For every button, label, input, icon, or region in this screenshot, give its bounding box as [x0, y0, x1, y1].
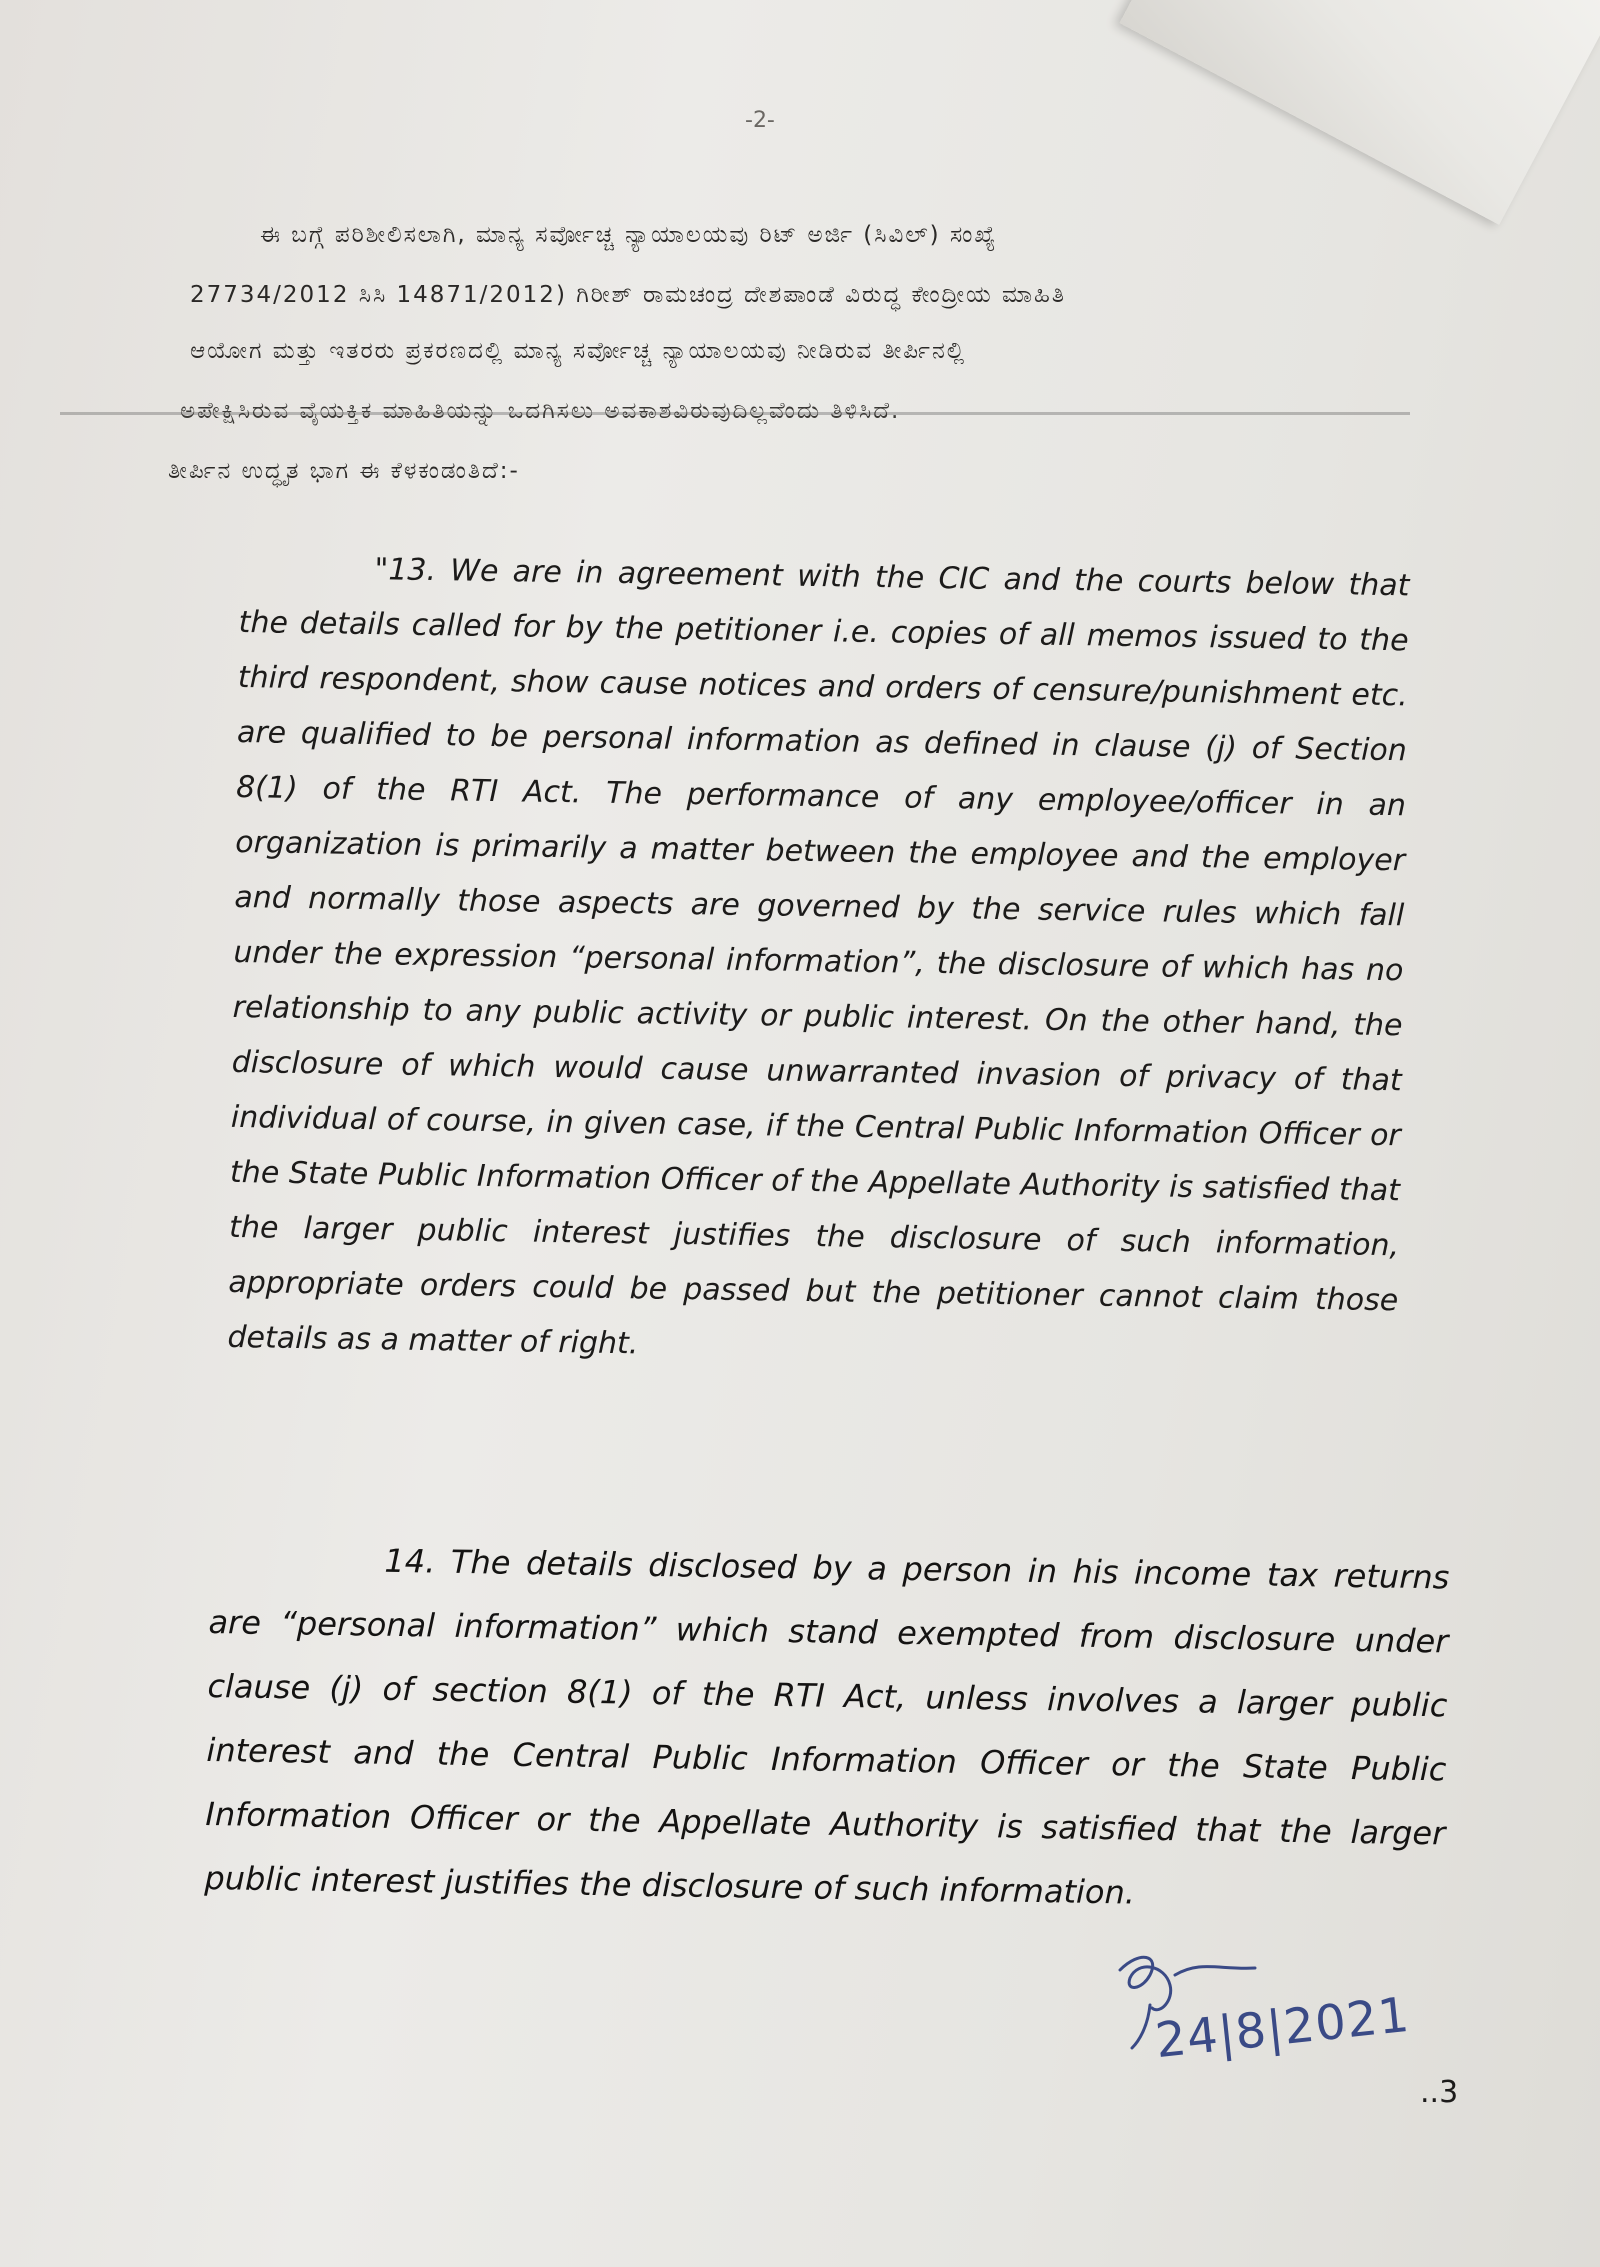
kannada-line-3: ಆಯೋಗ ಮತ್ತು ಇತರರು ಪ್ರಕರಣದಲ್ಲಿ ಮಾನ್ಯ ಸರ್ವೋಚ್ಚ ನ್ಯಾಯಾಲಯವು ನೀಡಿರುವ ತೀರ್ಪಿನಲ್ಲಿ [190, 338, 967, 364]
paragraph-14-text: 14. The details disclosed by a person in his income tax returns are “personal information” which stand exempted from disclosure under clause (j) of section 8(1) of the RTI Act, unless involves a larger public interest and the Central Public Information Officer or the State Public Information Officer or the Appellate Authority is satisfied that the larger public interest justifies the disclosure of such information. [204, 1541, 1450, 1912]
quoted-judgment-paragraph-13 [227, 540, 1410, 1383]
next-page-marker: ..3 [1420, 2075, 1459, 2110]
signature-date: 24|8|2021 [1152, 1986, 1413, 2070]
kannada-line-5: ತೀರ್ಪಿನ ಉದ್ಧೃತ ಭಾಗ ಈ ಕೆಳಕಂಡಂತಿದೆ:- [168, 458, 520, 484]
kannada-line-4: ಅಪೇಕ್ಷಿಸಿರುವ ವೈಯಕ್ತಿಕ ಮಾಹಿತಿಯನ್ನು ಒದಗಿಸಲು ಅವಕಾಶವಿರುವುದಿಲ್ಲವೆಂದು ತಿಳಿಸಿದೆ. [180, 398, 901, 424]
kannada-line-1: ಈ ಬಗ್ಗೆ ಪರಿಶೀಲಿಸಲಾಗಿ, ಮಾನ್ಯ ಸರ್ವೋಚ್ಚ ನ್ಯಾಯಾಲಯವು ರಿಟ್ ಅರ್ಜಿ (ಸಿವಿಲ್) ಸಂಖ್ಯೆ [260, 222, 998, 248]
kannada-line-2: 27734/2012 ಸಿಸಿ 14871/2012) ಗಿರೀಶ್ ರಾಮಚಂದ್ರ ದೇಶಪಾಂಡೆ ವಿರುದ್ಧ ಕೇಂದ್ರೀಯ ಮಾಹಿತಿ [190, 282, 1066, 308]
judgment-paragraph-14 [204, 1526, 1450, 1929]
folded-corner [1119, 0, 1600, 225]
page-number: -2- [745, 108, 775, 133]
quote-text: "13. We are in agreement with the CIC and the courts below that the details called for by the petitioner i.e. copies of all memos issued to the third respondent, show cause notices and orders of censure/punishment etc. are qualified to be personal information as defined in clause (j) of Section 8(1) of the RTI Act. The performance of any employee/officer in an organization is primarily a matter between the employee and the employer and normally those aspects are governed by the service rules which fall under the expression “personal information”, the disclosure of which has no relationship to any public activity or public interest. On the other hand, the disclosure of which would cause unwarranted invasion of privacy of that individual of course, in given case, if the Central Public Information Officer or the State Public Information Officer of the Appellate Authority is satisfied that the larger public interest justifies the disclosure of such information, appropriate orders could be passed but the petitioner cannot claim those details as a matter of right. [227, 552, 1410, 1362]
